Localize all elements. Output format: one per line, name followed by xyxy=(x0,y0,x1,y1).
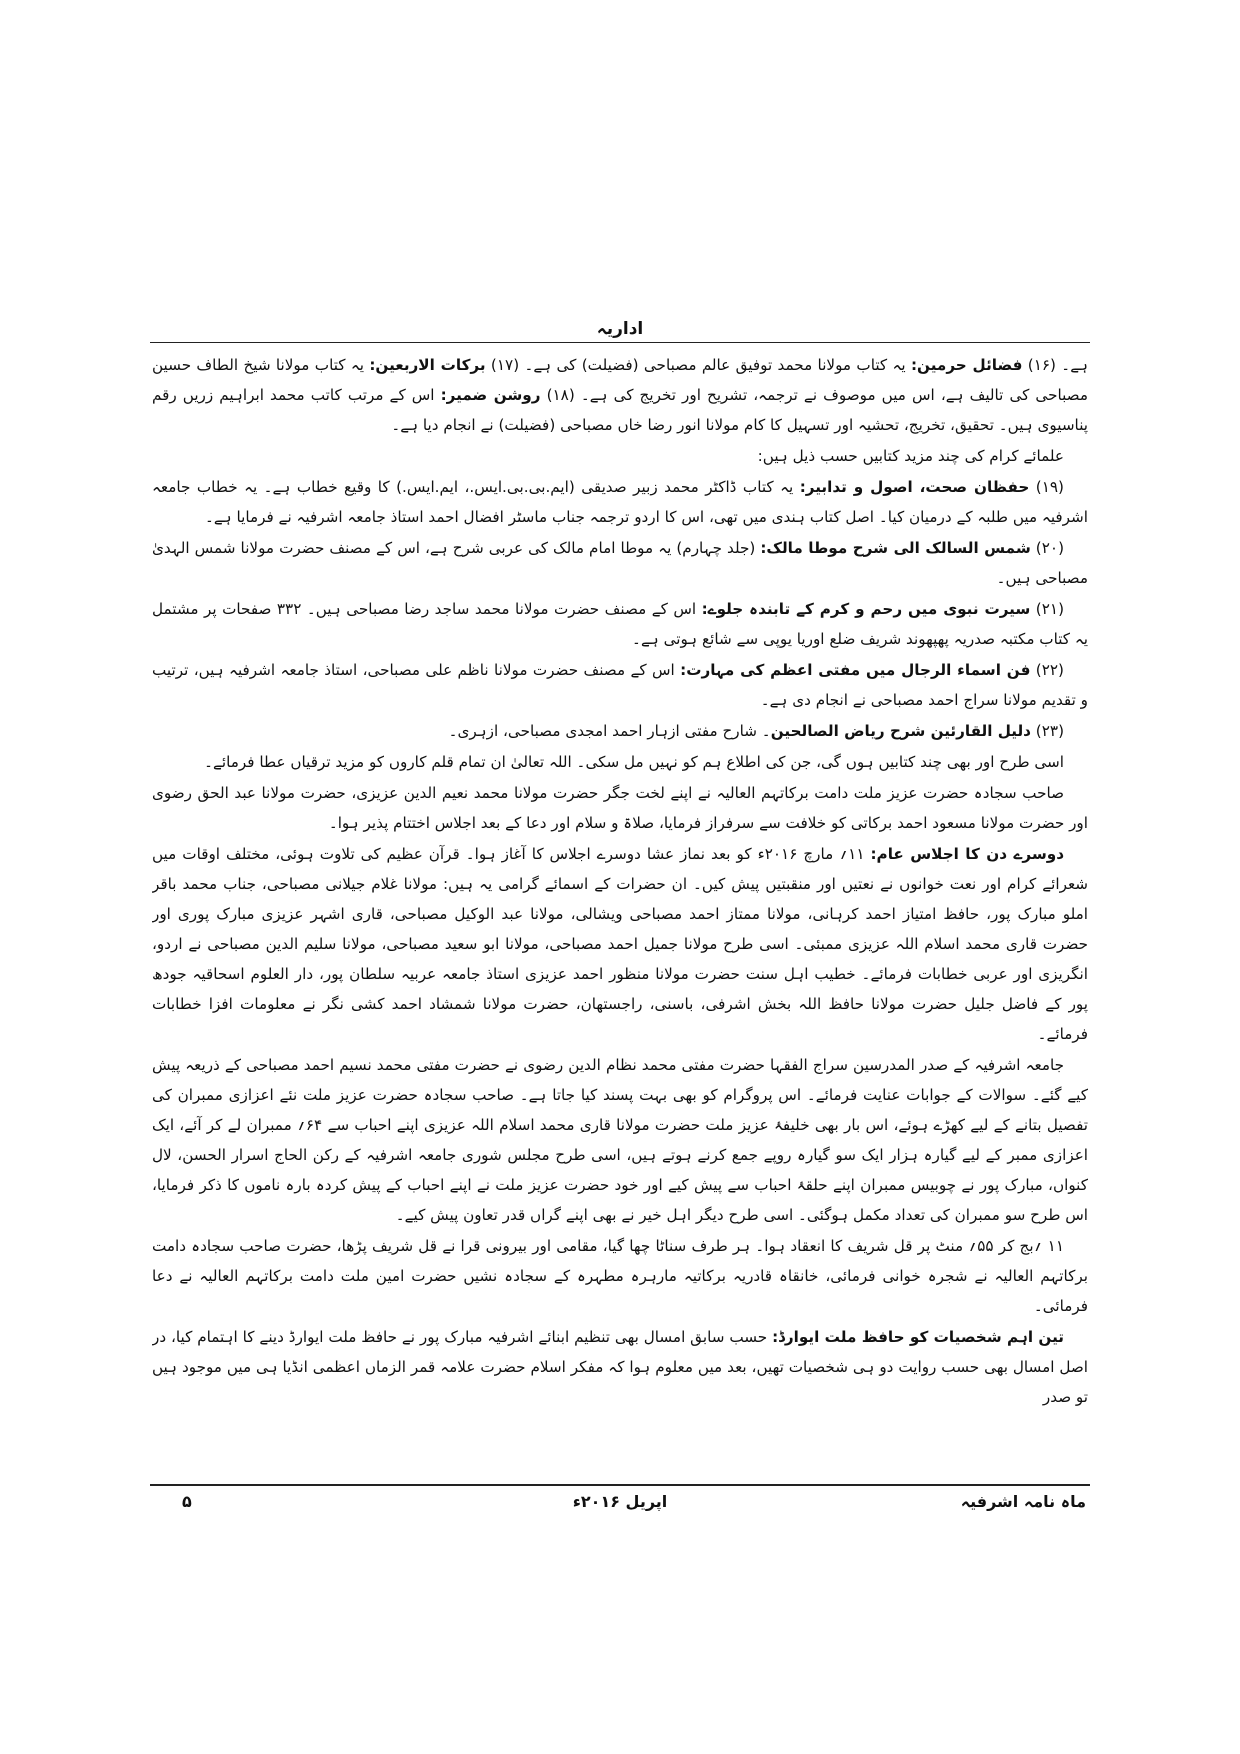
paragraph xyxy=(152,747,1088,777)
text-run: (۲۲) xyxy=(1030,661,1064,679)
paragraph xyxy=(152,350,1088,440)
paragraph xyxy=(152,1050,1088,1230)
page-footer xyxy=(150,1492,1090,1522)
text-run: (جلد چہارم) یہ موطا امام مالک کی عربی شرح ہے، اس کے مصنف حضرت مولانا شمس الہدیٰ مصباحی ہیں۔ xyxy=(152,539,1088,587)
bold-heading: دلیل القارئین شرح ریاض الصالحین xyxy=(770,722,1031,740)
page-number: ۵ xyxy=(182,1492,192,1511)
bold-heading: روشن ضمیر: xyxy=(440,386,541,404)
paragraph xyxy=(152,716,1088,746)
text-run: اس کے مصنف حضرت مولانا ناظم علی مصباحی، استاذ جامعہ اشرفیہ ہیں، ترتیب و تقدیم مولانا سراج احمد مصباحی نے انجام دی ہے۔ xyxy=(152,661,1088,709)
text-run: اسی طرح اور بھی چند کتابیں ہوں گی، جن کی اطلاع ہم کو نہیں مل سکی۔ اللہ تعالیٰ ان تمام قلم کاروں کو مزید ترقیاں عطا فرمائے۔ xyxy=(204,753,1064,771)
text-run: (۲۳) xyxy=(1030,722,1064,740)
text-run: اس کے مرتب کاتب محمد ابراہیم زریں رقم پناسیوی ہیں۔ تحقیق، تخریج، تحشیہ اور تسہیل کا کام مولانا انور رضا خاں مصباحی (فضیلت) نے انجام دیا ہے۔ xyxy=(152,386,1088,434)
bold-heading: حفظان صحت، اصول و تدابیر: xyxy=(799,478,1030,496)
article-body xyxy=(152,350,1088,1480)
text-run: یہ کتاب مولانا شیخ الطاف حسین مصباحی کی تالیف ہے، اس میں موصوف نے ترجمہ، تشریح اور تخریج کی ہے۔ (۱۸) xyxy=(152,356,1088,404)
paragraph xyxy=(152,533,1088,593)
paragraph xyxy=(152,441,1088,471)
text-run: اس کے مصنف حضرت مولانا محمد ساجد رضا مصباحی ہیں۔ ۳۳۲ صفحات پر مشتمل یہ کتاب مکتبہ صدریہ پھپھوند شریف ضلع اوریا یوپی سے شائع ہوتی ہے۔ xyxy=(152,600,1088,648)
text-run: ۱۱؍ مارچ ۲۰۱۶ء کو بعد نماز عشا دوسرے اجلاس کا آغاز ہوا۔ قرآن عظیم کی تلاوت ہوئی، مختلف اوقات میں شعرائے کرام اور نعت خوانوں نے نعتیں اور منقبتیں پیش کیں۔ ان حضرات کے اسمائے گرامی یہ ہیں: مولانا غلام جیلانی مصباحی، جناب محمد باقر املو مبارک پور، حافظ امتیاز احمد کرہانی، مولانا ممتاز احمد مصباحی ویشالی، مولانا عبد الوکیل مصباحی، قاری اشہر عزیزی مبارک پوری اور حضرت قاری محمد اسلام اللہ عزیزی ممبئی۔ اسی طرح مولانا جمیل احمد مصباحی، مولانا ابو سعید مصباحی، مولانا سلیم الدین مصباحی نے اردو، انگریزی اور عربی خطابات فرمائے۔ خطیب اہل سنت حضرت مولانا منظور احمد عزیزی استاذ جامعہ عربیہ سلطان پور، دار العلوم اسحاقیہ جودھ پور کے فاضل جلیل حضرت مولانا حافظ اللہ بخش اشرفی، باسنی، راجستھان، حضرت مولانا شمشاد احمد کشی نگر نے معلومات افزا خطابات فرمائے۔ xyxy=(152,845,1088,1043)
bold-heading: دوسرے دن کا اجلاس عام: xyxy=(870,845,1064,863)
issue-date: اپریل ۲۰۱۶ء xyxy=(572,1492,668,1511)
text-run: علمائے کرام کی چند مزید کتابیں حسب ذیل ہیں: xyxy=(757,447,1064,465)
paragraph xyxy=(152,472,1088,532)
text-run: ۱۱ ؍بج کر ۵۵؍ منٹ پر قل شریف کا انعقاد ہوا۔ ہر طرف سناٹا چھا گیا، مقامی اور بیرونی قرا نے قل شریف پڑھا، حضرت صاحب سجادہ دامت برکاتہم العالیہ نے شجرہ خوانی فرمائی، خانقاہ قادریہ برکاتیہ مارہرہ مطہرہ کے سجادہ نشیں حضرت امین ملت دامت برکاتہم العالیہ نے دعا فرمائی۔ xyxy=(152,1237,1088,1315)
paragraph xyxy=(152,1322,1088,1412)
text-run: جامعہ اشرفیہ کے صدر المدرسین سراج الفقہا حضرت مفتی محمد نظام الدین رضوی نے حضرت مفتی محمد نسیم احمد مصباحی کے ذریعہ پیش کیے گئے۔ سوالات کے جوابات عنایت فرمائے۔ اس پروگرام کو بھی بہت پسند کیا جاتا ہے۔ صاحب سجادہ حضرت عزیز ملت نئے اعزازی ممبران کی تفصیل بتانے کے لیے کھڑے ہوئے، اس بار بھی خلیفۂ عزیز ملت حضرت مولانا قاری محمد اسلام اللہ عزیزی اپنے احباب سے ۶۴؍ ممبران لے کر آئے، ایک اعزازی ممبر کے لیے گیارہ ہزار ایک سو گیارہ روپے جمع کرنے ہوتے ہیں، اسی طرح مجلس شوری جامعہ اشرفیہ کے رکن الحاج اسرار الحسن، لال کنواں، مبارک پور نے چوبیس ممبران اپنے حلقۂ احباب سے پیش کیے اور خود حضرت عزیز ملت نے اپنے احباب کے پیش کردہ بارہ ناموں کا ذکر فرمایا، اس طرح سو ممبران کی تعداد مکمل ہوگئی۔ اسی طرح دیگر اہل خیر نے بھی اپنے گراں قدر تعاون پیش کیے۔ xyxy=(152,1056,1088,1224)
paragraph xyxy=(152,1231,1088,1321)
bold-heading: شمس السالک الی شرح موطا مالک: xyxy=(760,539,1031,557)
paragraph xyxy=(152,778,1088,838)
bold-heading: سیرت نبوی میں رحم و کرم کے تابندہ جلوے: xyxy=(701,600,1031,618)
bold-heading: برکات الاربعین: xyxy=(369,356,486,374)
text-run: (۱۹) xyxy=(1029,478,1064,496)
text-run: ہے۔ (۱۶) xyxy=(1022,356,1088,374)
bold-heading: تین اہم شخصیات کو حافظ ملت ایوارڈ: xyxy=(772,1328,1064,1346)
text-run: (۲۱) xyxy=(1030,600,1064,618)
header-divider xyxy=(150,342,1090,343)
text-run: حسب سابق امسال بھی تنظیم ابنائے اشرفیہ مبارک پور نے حافظ ملت ایوارڈ دینے کا اہتمام کیا، در اصل امسال بھی حسب روایت دو ہی شخصیات تھیں، بعد میں معلوم ہوا کہ مفکر اسلام حضرت علامہ قمر الزماں اعظمی انڈیا ہی میں موجود ہیں تو صدر xyxy=(152,1328,1088,1406)
paragraph xyxy=(152,655,1088,715)
text-run: صاحب سجادہ حضرت عزیز ملت دامت برکاتہم العالیہ نے اپنے لخت جگر حضرت مولانا محمد نعیم الدین عزیزی، حضرت مولانا عبد الحق رضوی اور حضرت مولانا مسعود احمد برکاتی کو خلافت سے سرفراز فرمایا، صلاۃ و سلام اور دعا کے بعد اجلاس اختتام پذیر ہوا۔ xyxy=(152,784,1088,832)
page-header-title: اداریہ xyxy=(596,319,644,339)
text-run: یہ کتاب مولانا محمد توفیق عالم مصباحی (فضیلت) کی ہے۔ (۱۷) xyxy=(485,356,911,374)
magazine-name: ماہ نامہ اشرفیہ xyxy=(960,1492,1086,1511)
text-run: (۲۰) xyxy=(1030,539,1065,557)
text-run: ۔ شارح مفتی ازہار احمد امجدی مصباحی، ازہری۔ xyxy=(448,722,771,740)
paragraph xyxy=(152,839,1088,1049)
text-run: یہ کتاب ڈاکٹر محمد زبیر صدیقی (ایم.بی.بی.ایس.، ایم.ایس.) کا وقیع خطاب ہے۔ یہ خطاب جامعہ اشرفیہ میں طلبہ کے درمیان کیا۔ اصل کتاب ہندی میں تھی، اس کا اردو ترجمہ جناب ماسٹر افضال احمد استاذ جامعہ اشرفیہ نے فرمایا ہے۔ xyxy=(152,478,1088,526)
footer-divider xyxy=(150,1484,1090,1486)
paragraph xyxy=(152,594,1088,654)
bold-heading: فن اسماء الرجال میں مفتی اعظم کی مہارت: xyxy=(680,661,1031,679)
bold-heading: فضائل حرمین: xyxy=(910,356,1023,374)
